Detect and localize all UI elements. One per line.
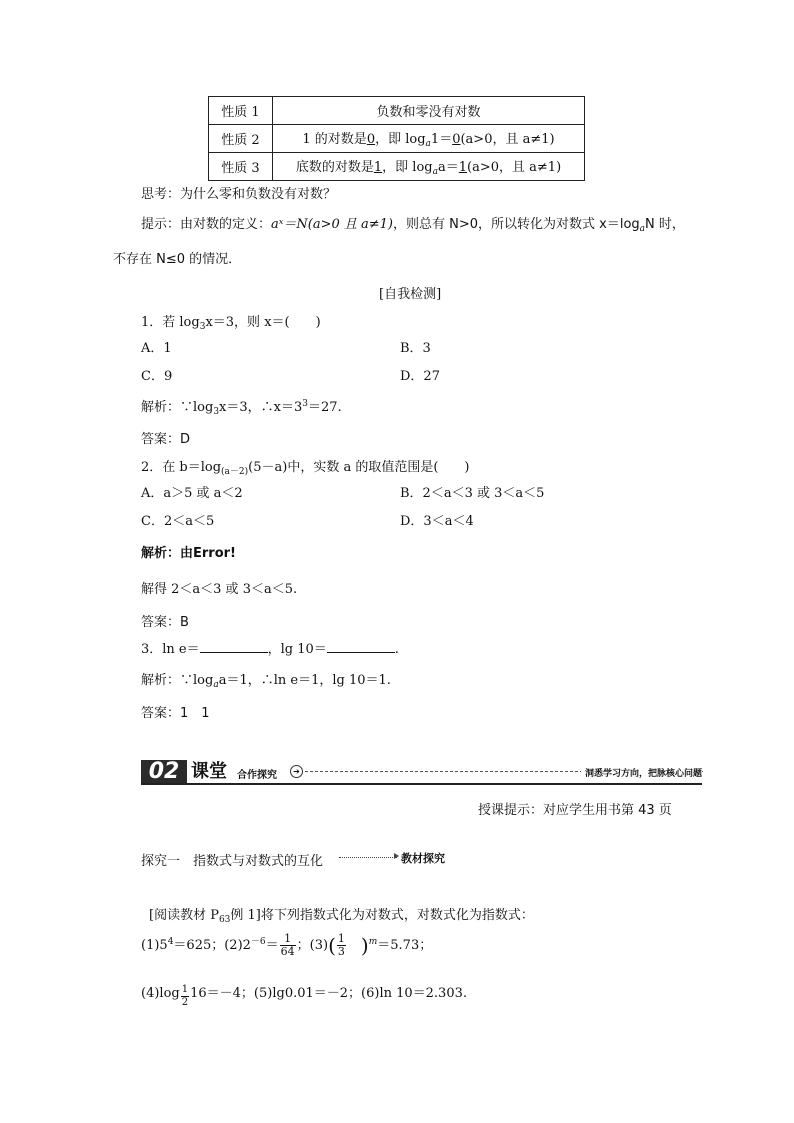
fraction: $\frac{1}{2}$ bbox=[181, 984, 189, 1008]
property-label: 性质 1 bbox=[209, 97, 273, 125]
q1-option-a: A．1 bbox=[141, 341, 172, 356]
q1-option-d: D．27 bbox=[400, 369, 440, 384]
teaching-note: 授课提示：对应学生用书第 43 页 bbox=[478, 803, 672, 818]
q2-option-b: B．2＜a＜3 或 3＜a＜5 bbox=[400, 486, 545, 501]
q2-solve: 解得 2＜a＜3 或 3＜a＜5. bbox=[141, 582, 298, 597]
section-title-ketang: 课堂 bbox=[191, 761, 227, 782]
section-number: 02 bbox=[141, 760, 187, 783]
tag-connector bbox=[339, 857, 397, 858]
explore-line-2: (4)log $\frac{1}{2}$ 16＝－4；(5)lg0.01＝－2；(6)ln 10＝2.303. bbox=[141, 984, 468, 1008]
property-text: 负数和零没有对数 bbox=[273, 97, 585, 125]
q2-option-c: C．2＜a＜5 bbox=[141, 514, 215, 529]
property-label: 性质 2 bbox=[209, 125, 273, 153]
q2-option-a: A．a＞5 或 a＜2 bbox=[141, 486, 243, 501]
q2-stem: 2．在 $b=\log_{(a-2)}(5-a)$中，实数 a 的取值范围是( ) bbox=[141, 460, 470, 477]
table-row bbox=[209, 125, 585, 153]
q2-answer: 答案：B bbox=[141, 615, 189, 630]
q3-stem: 3．ln e＝ ，lg 10＝ . bbox=[141, 642, 399, 657]
q1-stem: 1．若 $\log_3x=3$，则 x＝( ) bbox=[141, 315, 321, 332]
q3-answer: 答案：1 1 bbox=[141, 706, 210, 721]
answer-blank bbox=[327, 641, 395, 653]
property-text: 1 的对数是0，即 $\log_a1=0(a>0$，且 a≠1) bbox=[273, 125, 585, 153]
banner-rule bbox=[141, 783, 702, 785]
explore-title: 探究一 指数式与对数式的互化 bbox=[141, 854, 324, 869]
property-label: 性质 3 bbox=[209, 153, 273, 181]
table-row bbox=[209, 97, 585, 125]
fraction: $\frac{1}{64}$ bbox=[280, 932, 295, 958]
q2-solution: 解析：由Error! bbox=[141, 546, 236, 561]
q1-option-b: B．3 bbox=[400, 341, 431, 356]
table-row bbox=[209, 153, 585, 181]
q2-option-d: D．3＜a＜4 bbox=[400, 514, 474, 529]
q1-answer: 答案：D bbox=[141, 432, 191, 447]
think-hint-cont: 不存在 N≤0 的情况． bbox=[113, 252, 242, 267]
q1-solution: 解析：$\because\log_3x=3$，$\therefore x=3^3=27$. bbox=[141, 399, 342, 417]
answer-blank bbox=[200, 641, 268, 653]
think-hint: 提示：由对数的定义：aˣ＝N(a>0 且 a≠1)，则总有 N>0，所以转化为对数式 $x=\log_aN$ 时， bbox=[141, 217, 685, 234]
explore-line-1: $(1)5^4=625$；$(2)2^{-6}=$ $\frac{1}{64}$ ；(3)( $\frac{1}{3}$ )$^m$＝5.73； bbox=[141, 932, 433, 958]
section-banner bbox=[141, 760, 702, 785]
fraction: $\frac{1}{3}$ bbox=[337, 932, 345, 958]
explore-reading: [阅读教材 $P_{63}$例 1]将下列指数式化为对数式，对数式化为指数式： bbox=[149, 908, 534, 925]
property-text: 底数的对数是1，即 $\log_aa=1(a>0$，且 a≠1) bbox=[273, 153, 585, 181]
think-question: 思考：为什么零和负数没有对数？ bbox=[141, 187, 337, 202]
log-properties-table bbox=[208, 96, 585, 181]
tag-arrow-icon bbox=[394, 853, 399, 859]
q3-solution: 解析：$\because\log_aa=1$，∴ln e＝1，lg 10＝1. bbox=[141, 673, 391, 690]
section-subtitle: 合作探究 bbox=[237, 770, 277, 781]
banner-slogan: 洞悉学习方向，把脉核心问题 bbox=[581, 766, 702, 779]
explore-tag: 教材探究 bbox=[401, 852, 445, 865]
arrow-icon: ➔ bbox=[290, 765, 303, 778]
q1-option-c: C．9 bbox=[141, 369, 173, 384]
section-title: [自我检测] bbox=[379, 287, 442, 302]
